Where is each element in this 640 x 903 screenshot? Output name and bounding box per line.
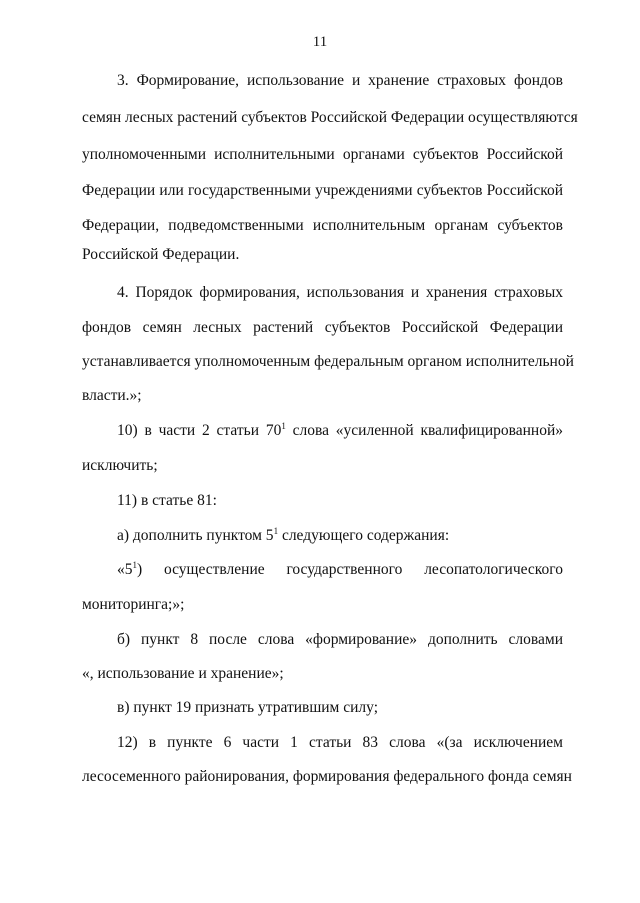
paragraph-3-line-4: Федерации или государственными учреждениями субъектов Российской	[82, 182, 563, 199]
superscript-1: 1	[132, 560, 137, 570]
paragraph-4-line-3: устанавливается уполномоченным федеральным органом исполнительной	[82, 353, 574, 370]
paragraph-3-line-1: 3. Формирование, использование и хранение страховых фондов	[117, 72, 563, 89]
superscript-1: 1	[281, 421, 286, 431]
quote-5-1-line-2: мониторинга;»;	[82, 596, 185, 613]
paragraph-10-text-b: слова «усиленной квалифицированной»	[285, 422, 564, 439]
superscript-1: 1	[273, 526, 279, 536]
paragraph-10-line-1	[117, 421, 563, 441]
quote-5-1-line-1	[117, 560, 563, 580]
quote-5-1-word-3: лесопатологического	[424, 561, 563, 578]
subitem-v-line-1: в) пункт 19 признать утратившим силу;	[117, 699, 379, 716]
paragraph-3-line-5: Федерации, подведомственными исполнительным органам субъектов	[82, 217, 563, 234]
quote-5-1-word-1: осуществление	[164, 561, 265, 578]
paragraph-4-line-4: власти.»;	[82, 387, 142, 404]
paragraph-12-line-1: 12) в пункте 6 части 1 статьи 83 слова «(за исключением	[117, 734, 563, 751]
paragraph-3-line-3: уполномоченными исполнительными органами субъектов Российской	[82, 146, 563, 163]
paragraph-3-line-6: Российской Федерации.	[82, 246, 240, 263]
paragraph-11-line-1: 11) в статье 81:	[117, 492, 217, 509]
subitem-a-text-b: следующего содержания:	[278, 527, 450, 544]
paragraph-10-text-a: 10) в части 2 статьи 70	[117, 422, 282, 439]
paragraph-12-line-2: лесосеменного районирования, формирования федерального фонда семян	[82, 768, 572, 785]
subitem-b-line-2: «, использование и хранение»;	[82, 665, 284, 682]
page-number: 11	[312, 34, 328, 50]
paragraph-3-line-2: семян лесных растений субъектов Российской Федерации осуществляются	[82, 109, 578, 126]
paragraph-10-line-2: исключить;	[82, 457, 158, 474]
quote-5-1-word-2: государственного	[286, 561, 403, 578]
subitem-a-line-1	[117, 526, 563, 546]
quote-5-1-label: «$5^1$)	[117, 560, 143, 578]
subitem-a-text-a: а) дополнить пунктом 5	[117, 527, 274, 544]
paragraph-4-line-2: фондов семян лесных растений субъектов Российской Федерации	[82, 319, 563, 336]
paragraph-4-line-1: 4. Порядок формирования, использования и хранения страховых	[117, 284, 563, 301]
subitem-b-line-1: б) пункт 8 после слова «формирование» дополнить словами	[117, 631, 563, 648]
